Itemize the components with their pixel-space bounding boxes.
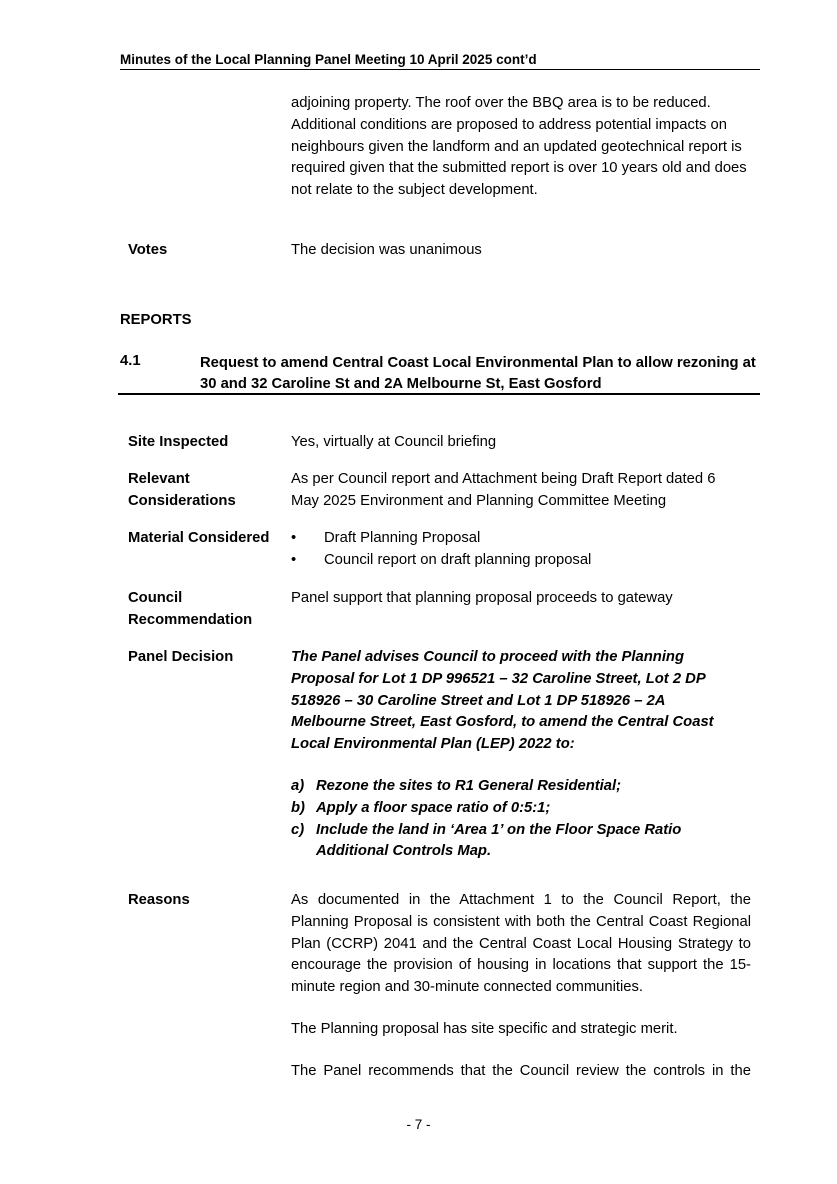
list-item: c) Include the land in ‘Area 1’ on the Floor Space Ratio Additional Controls Map. — [291, 821, 682, 860]
paragraph: The Panel recommends that the Council review the controls in the — [291, 1062, 751, 1079]
material-considered-label: Material Considered — [128, 530, 270, 546]
relevant-considerations-label: Relevant Considerations — [128, 471, 236, 509]
page-header: Minutes of the Local Planning Panel Meeting 10 April 2025 cont’d — [120, 52, 537, 67]
council-recommendation-value: Panel support that planning proposal proceeds to gateway — [291, 590, 673, 606]
reasons-text — [291, 890, 751, 1103]
item-number: 4.1 — [120, 353, 141, 369]
list-item: b) Apply a floor space ratio of 0:5:1; — [291, 799, 551, 816]
material-considered-list — [291, 528, 751, 572]
list-item: a) Rezone the sites to R1 General Residential; — [291, 777, 622, 794]
relevant-considerations-value: As per Council report and Attachment being Draft Report dated 6 May 2025 Environment and Planning Committee Meeting — [291, 471, 716, 509]
list-item: • Draft Planning Proposal — [291, 528, 751, 550]
panel-decision-text: The Panel advises Council to proceed with the Planning Proposal for Lot 1 DP 996521 – 32 Caroline Street, Lot 2 DP 518926 – 30 Caroline Street and Lot 1 DP 518926 – 2A Melbourne Street, East Gosford, to amend the Central Coast Local Environmental Plan (LEP) 2022 to: a) Rezone the sites to R1 General Residential; b) Apply a floor space ratio of 0:5:1; c) Include the land in ‘Area 1’ on the Floor Space Ratio Additional Controls Map. — [291, 647, 731, 863]
decision-list — [291, 776, 731, 863]
item-title-rule — [118, 393, 760, 395]
council-recommendation-label: Council Recommendation — [128, 590, 253, 628]
votes-label: Votes — [128, 242, 168, 258]
paragraph: As documented in the Attachment 1 to the Council Report, the Planning Proposal is consistent with both the Central Coast Regional Plan (CCRP) 2041 and the Central Coast Local Housing Strategy to encourage the provision of housing in locations that support the 15-minute region and 30-minute connected communities. — [291, 892, 751, 996]
item-title: Request to amend Central Coast Local Environmental Plan to allow rezoning at 30 and 32 Caroline St and 2A Melbourne St, East Gosford — [200, 355, 756, 392]
page-number: - 7 - — [406, 1117, 431, 1132]
paragraph: The Planning proposal has site specific and strategic merit. — [291, 1020, 678, 1037]
reports-heading: REPORTS — [120, 312, 192, 328]
header-rule — [120, 69, 760, 70]
reasons-label: Reasons — [128, 892, 190, 908]
site-inspected-value: Yes, virtually at Council briefing — [291, 434, 497, 450]
votes-value: The decision was unanimous — [291, 242, 482, 258]
list-item: • Council report on draft planning proposal — [291, 550, 751, 572]
site-inspected-label: Site Inspected — [128, 434, 229, 450]
panel-decision-label: Panel Decision — [128, 649, 234, 665]
continuation-paragraph: adjoining property. The roof over the BBQ area is to be reduced. Additional conditions are proposed to address potential impacts on neighbours given the landform and an updated geotechnical report is required given that the submitted report is over 10 years old and does not relate to the subject development. — [291, 95, 747, 199]
